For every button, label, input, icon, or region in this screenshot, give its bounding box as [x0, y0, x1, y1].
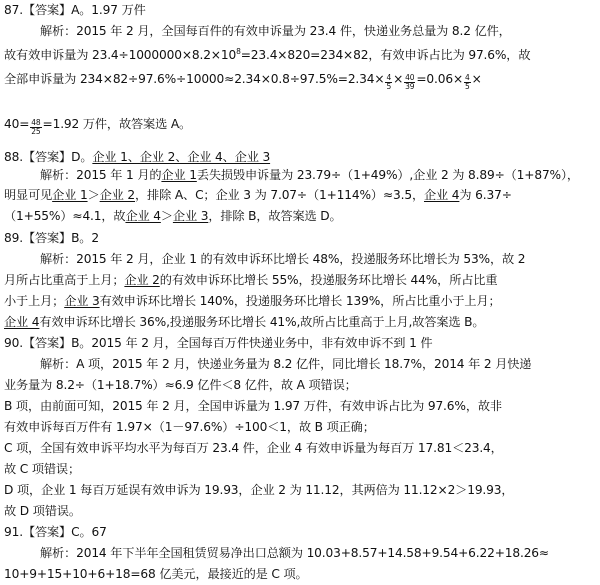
q87-line-2: 故有效申诉量为 $23.4\div 1000000\times 8.2\times 10^8=23.4\times 820=234\times 82$，有效申诉占比为 97.6%，故	[4, 47, 531, 62]
q89-answer: 89.【答案】B。2	[4, 231, 99, 245]
q87-line-1: 解析：2015 年 2 月，全国每百件的有效申诉量为 23.4 件，快递业务总量为 8.2 亿件，	[40, 24, 511, 38]
q88-line-1: 解析：2015 年 1 月的企业 1丢失损毁申诉量为 23.79÷（1+49%）,企业 2 为 8.89÷（1+87%），	[40, 168, 579, 182]
fraction-4-5: $\frac{4}{5}$	[386, 73, 392, 91]
q87-answer: 87.【答案】A。1.97 万件	[4, 3, 146, 17]
q89-line-2: 月所占比重高于上月；企业 2的有效申诉环比增长 55%，投递服务环比增长 44%，所占比重	[4, 273, 498, 287]
q89-line-3: 小于上月；企业 3有效申诉环比增长 140%，投递服务环比增长 139%，所占比重小于上月；	[4, 294, 501, 308]
q88-line-2: 明显可见企业 1＞企业 2，排除 A、C；企业 3 为 7.07÷（1+114%）≈3.5，企业 4为 6.37÷	[4, 188, 512, 202]
q90-line-8: 故 D 项错误。	[4, 504, 81, 518]
q88-answer: 88.【答案】D。企业 1、企业 2、企业 4、企业 3	[4, 150, 271, 164]
q88-line-3: （1+55%）≈4.1，故企业 4＞企业 3，排除 B，故答案选 D。	[4, 209, 342, 223]
fraction-40-39: $\frac{40}{39}$	[405, 73, 415, 91]
q91-line-1: 解析：2014 年下半年全国租赁贸易净出口总额为 10.03+8.57+14.58+9.54+6.22+18.26≈	[40, 546, 549, 560]
q90-line-7: D 项，企业 1 每百万延误有效申诉为 19.93，企业 2 为 11.12，其两倍为 11.12×2＞19.93，	[4, 483, 514, 497]
q90-line-5: C 项，全国有效申诉平均水平为每百万 23.4 件，企业 4 有效申诉量为每百万 17.81＜23.4，	[4, 441, 503, 455]
q87-line-3: 全部申诉量为 234×82÷97.6%÷10000≈2.34×0.8÷97.5%=2.34× $\frac{4}{5}$ × $\frac{40}{39}$ =0.06× $\frac{4}{5}$ ×	[4, 72, 482, 91]
q89-line-4: 企业 4有效申诉环比增长 36%,投递服务环比增长 41%,故所占比重高于上月,故答案选 B。	[4, 315, 485, 329]
q91-line-2: 10+9+15+10+6+18=68 亿美元，最接近的是 C 项。	[4, 567, 308, 581]
fraction-48-25: $\frac{48}{25}$	[31, 118, 41, 136]
fraction-4-5-b: $\frac{4}{5}$	[465, 73, 470, 91]
q90-answer: 90.【答案】B。2015 年 2 月，全国每百万件快递业务中，非有效申诉不到 1 件	[4, 336, 433, 350]
q91-answer: 91.【答案】C。67	[4, 525, 107, 539]
q90-line-3: B 项，由前面可知，2015 年 2 月，全国申诉量为 1.97 万件，有效申诉占比为 97.6%，故非	[4, 399, 502, 413]
q87-line-4: 40= $\frac{48}{25}$ =1.92 万件，故答案选 A。	[4, 117, 192, 136]
q90-line-1: 解析：A 项，2015 年 2 月，快递业务量为 8.2 亿件，同比增长 18.7%，2014 年 2 月快递	[40, 357, 532, 371]
q90-line-4: 有效申诉每百万件有 1.97×（1－97.6%）÷100＜1，故 B 项正确；	[4, 420, 375, 434]
q89-line-1: 解析：2015 年 2 月，企业 1 的有效申诉环比增长 48%，投递服务环比增长为 53%，故 2	[40, 252, 526, 266]
q90-line-2: 业务量为 8.2÷（1+18.7%）≈6.9 亿件＜8 亿件，故 A 项错误；	[4, 378, 357, 392]
q90-line-6: 故 C 项错误；	[4, 462, 80, 476]
